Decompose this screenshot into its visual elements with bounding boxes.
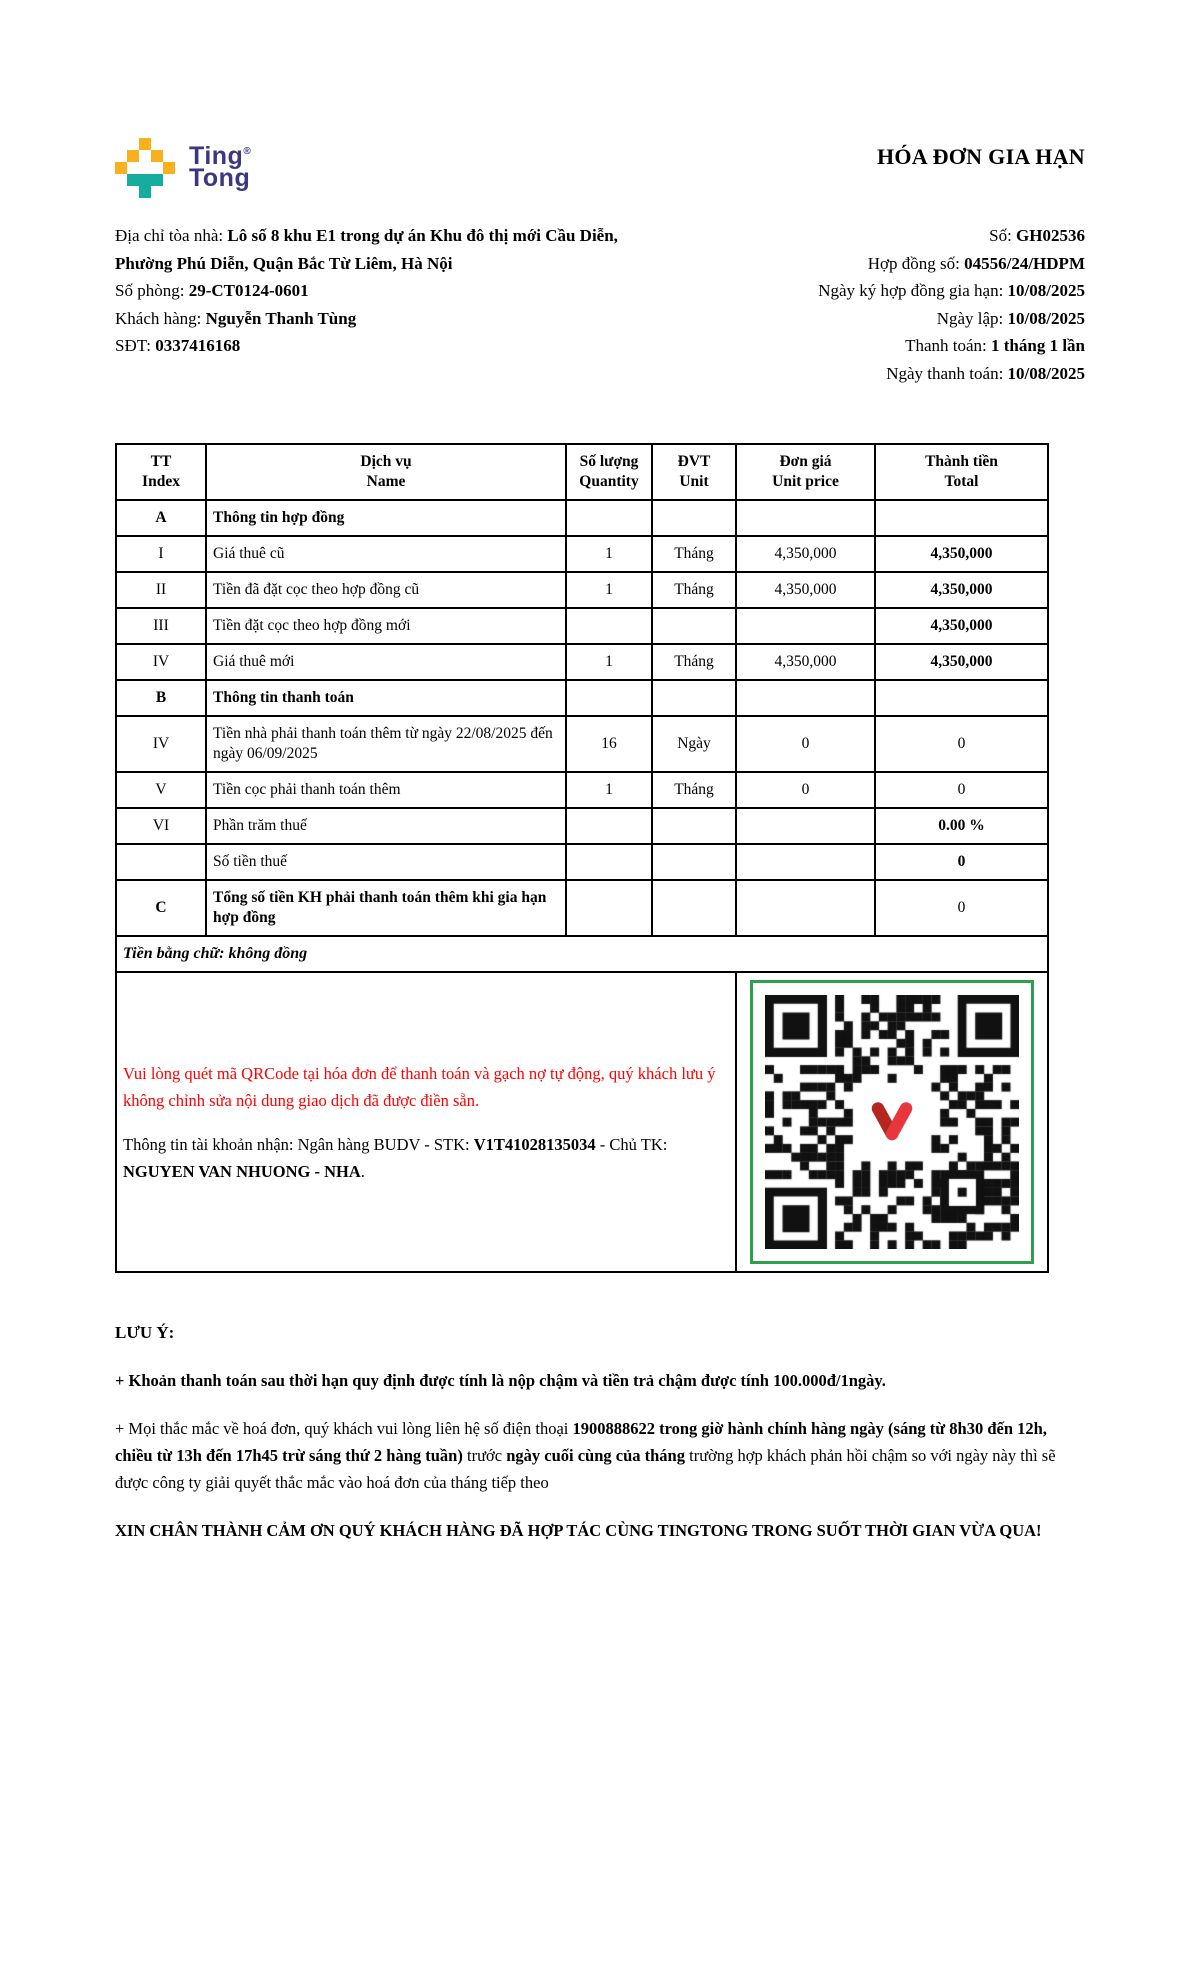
cell-unit-price [736,844,875,880]
cell-name: Thông tin hợp đồng [206,500,566,536]
cell-unit: Ngày [652,716,736,772]
info-value: 10/08/2025 [1007,308,1085,328]
invoice-table-footer [116,936,1048,1272]
cell-name: Tiền cọc phải thanh toán thêm [206,772,566,808]
info-value: Nguyễn Thanh Tùng [205,308,357,328]
cell-quantity [566,680,652,716]
notes-section [115,1319,1087,1544]
info-label: Thanh toán: [905,336,991,355]
vietqr-v-icon [860,1090,924,1154]
column-header-vi: Thành tiền [925,453,998,470]
invoice-table [115,443,1049,1273]
cell-quantity: 1 [566,772,652,808]
cell-name: Phần trăm thuế [206,808,566,844]
bank-account-info: Thông tin tài khoản nhận: Ngân hàng BUDV - STK: V1T41028135034 - Chủ TK: NGUYEN VAN NHUONG - NHA. [123,1134,668,1181]
cell-total: 0 [875,880,1048,936]
info-label: Ngày thanh toán: [886,363,1008,383]
cell-unit-price [736,680,875,716]
cell-index: A [116,500,206,536]
cell-index: I [116,536,206,572]
logo-pixel [151,150,163,162]
logo-pixel [127,150,139,162]
info-value: Lô số 8 khu E1 trong dự án Khu đô thị mới Cầu Diễn, Phường Phú Diễn, Quận Bắc Từ Liêm, Hà Nội [115,226,618,273]
table-row [116,572,1048,608]
header [115,138,1085,198]
invoice-table-head [116,444,1048,500]
cell-unit [652,808,736,844]
logo-pixel [139,138,151,150]
cell-index: C [116,880,206,936]
invoice-meta-info [640,222,1085,387]
column-header-en: Name [366,473,406,490]
column-header [875,444,1048,500]
cell-unit [652,608,736,644]
cell-index: III [116,608,206,644]
cell-unit: Tháng [652,536,736,572]
logo-pixel [139,186,151,198]
column-header-vi: Dịch vụ [360,453,412,470]
cell-total: 4,350,000 [875,536,1048,572]
info-line [640,360,1085,388]
logo-pixel [115,162,127,174]
table-row [116,844,1048,880]
cell-name: Tiền đặt cọc theo hợp đồng mới [206,608,566,644]
cell-total: 0 [875,716,1048,772]
cell-unit [652,500,736,536]
info-label: Địa chỉ tòa nhà: [115,226,228,245]
cell-total: 4,350,000 [875,644,1048,680]
tingtong-logo-icon [115,138,175,198]
column-header-vi: ĐVT [677,453,711,470]
brand-line2: Tong [189,164,251,192]
cell-total: 0 [875,844,1048,880]
table-row [116,880,1048,936]
cell-quantity: 16 [566,716,652,772]
invoice-table-body [116,500,1048,936]
header-row [116,444,1048,500]
qr-payment-notice: Vui lòng quét mã QRCode tại hóa đơn để thanh toán và gạch nợ tự động, quý khách lưu ý không chỉnh sửa nội dung giao dịch đã được điền sẵn. [123,1063,716,1110]
cell-name: Tiền nhà phải thanh toán thêm từ ngày 22/08/2025 đến ngày 06/09/2025 [206,716,566,772]
info-line [640,305,1085,333]
column-header-en: Unit price [772,473,839,490]
cell-unit-price: 4,350,000 [736,644,875,680]
cell-name: Tổng số tiền KH phải thanh toán thêm khi gia hạn hợp đồng [206,880,566,936]
tingtong-logo [115,138,251,198]
info-line [640,222,1085,250]
page-title: HÓA ĐƠN GIA HẠN [876,144,1085,169]
cell-index: II [116,572,206,608]
table-row [116,680,1048,716]
cell-quantity [566,808,652,844]
amount-in-words: Tiền bằng chữ: không đồng [116,936,1048,972]
cell-unit-price: 4,350,000 [736,536,875,572]
cell-name: Số tiền thuế [206,844,566,880]
brand-line1: Ting [189,142,244,170]
column-header [206,444,566,500]
qr-row [116,972,1048,1272]
column-header-en: Index [142,473,180,490]
info-line [115,305,640,333]
cell-unit-price [736,608,875,644]
column-header-vi: Số lượng [579,453,639,470]
info-line [115,222,640,277]
cell-index: IV [116,644,206,680]
column-header [736,444,875,500]
info-line [640,250,1085,278]
column-header [116,444,206,500]
cell-total: 0.00 % [875,808,1048,844]
building-customer-info [115,222,640,387]
cell-name: Giá thuê mới [206,644,566,680]
info-section [115,222,1085,387]
cell-unit-price: 0 [736,772,875,808]
cell-total: 4,350,000 [875,608,1048,644]
thank-you-note: XIN CHÂN THÀNH CẢM ƠN QUÝ KHÁCH HÀNG ĐÃ HỢP TÁC CÙNG TINGTONG TRONG SUỐT THỜI GIAN VỪA QUA! [115,1521,1042,1540]
cell-index [116,844,206,880]
cell-unit-price [736,808,875,844]
tingtong-logo-text [189,142,252,192]
cell-quantity [566,844,652,880]
info-line [640,332,1085,360]
cell-name: Thông tin thanh toán [206,680,566,716]
cell-total: 4,350,000 [875,572,1048,608]
cell-unit: Tháng [652,772,736,808]
column-header-vi: TT [150,453,172,470]
payment-instructions-cell [116,972,736,1272]
cell-unit: Tháng [652,644,736,680]
cell-unit-price: 4,350,000 [736,572,875,608]
late-payment-note: + Khoản thanh toán sau thời hạn quy định được tính là nộp chậm và tiền trả chậm được tính 100.000đ/1ngày. [115,1371,886,1390]
cell-quantity: 1 [566,572,652,608]
cell-index: B [116,680,206,716]
info-value: GH02536 [1016,226,1085,245]
cell-unit-price [736,500,875,536]
table-row [116,716,1048,772]
cell-index: VI [116,808,206,844]
info-label: Ngày lập: [936,308,1008,328]
table-row [116,500,1048,536]
info-label: SĐT: [115,336,156,355]
cell-unit: Tháng [652,572,736,608]
table-row [116,536,1048,572]
cell-name: Giá thuê cũ [206,536,566,572]
column-header-en: Quantity [579,473,639,490]
cell-unit-price: 0 [736,716,875,772]
info-label: Số phòng: [115,281,189,300]
table-row [116,808,1048,844]
cell-name: Tiền đã đặt cọc theo hợp đồng cũ [206,572,566,608]
amount-in-words-row [116,936,1048,972]
info-label: Khách hàng: [115,308,206,328]
registered-mark: ® [243,146,252,157]
cell-quantity: 1 [566,644,652,680]
info-label: Ngày ký hợp đồng gia hạn: [818,281,1008,300]
qr-code-cell [736,972,1048,1272]
info-value: 04556/24/HDPM [964,253,1085,273]
cell-total [875,500,1048,536]
cell-quantity [566,880,652,936]
column-header [652,444,736,500]
cell-index: IV [116,716,206,772]
info-value: 1 tháng 1 lần [991,336,1085,355]
cell-quantity: 1 [566,536,652,572]
info-label: Hợp đồng số: [867,253,965,273]
cell-total [875,680,1048,716]
info-value: 10/08/2025 [1007,281,1085,300]
column-header-en: Total [944,473,979,490]
cell-unit-price [736,880,875,936]
info-line [640,277,1085,305]
cell-unit [652,680,736,716]
logo-pixel [163,162,175,174]
info-value: 10/08/2025 [1007,363,1085,383]
hotline-note: + Mọi thắc mắc về hoá đơn, quý khách vui lòng liên hệ số điện thoại 1900888622 trong giờ hành chính hàng ngày (sáng từ 8h30 đến 12h, chiều từ 13h đến 17h45 trừ sáng thứ 2 hàng tuần) trước ngày cuối cùng của tháng trường hợp khách phản hồi chậm so với ngày này thì sẽ được công ty giải quyết thắc mắc vào hoá đơn của tháng tiếp theo [115,1419,1056,1492]
table-row [116,772,1048,808]
logo-pixel [127,174,163,186]
column-header [566,444,652,500]
info-line [115,277,640,305]
cell-quantity [566,608,652,644]
cell-total: 0 [875,772,1048,808]
cell-index: V [116,772,206,808]
cell-unit [652,880,736,936]
column-header-en: Unit [679,473,709,490]
vietqr-payment-code [750,980,1034,1264]
info-line [115,332,640,360]
info-value: 29-CT0124-0601 [188,281,309,300]
cell-unit [652,844,736,880]
table-row [116,608,1048,644]
cell-quantity [566,500,652,536]
notes-heading: LƯU Ý: [115,1323,175,1342]
table-row [116,644,1048,680]
column-header-vi: Đơn giá [779,453,832,470]
info-label: Số: [989,226,1017,245]
info-value: 0337416168 [155,336,241,355]
